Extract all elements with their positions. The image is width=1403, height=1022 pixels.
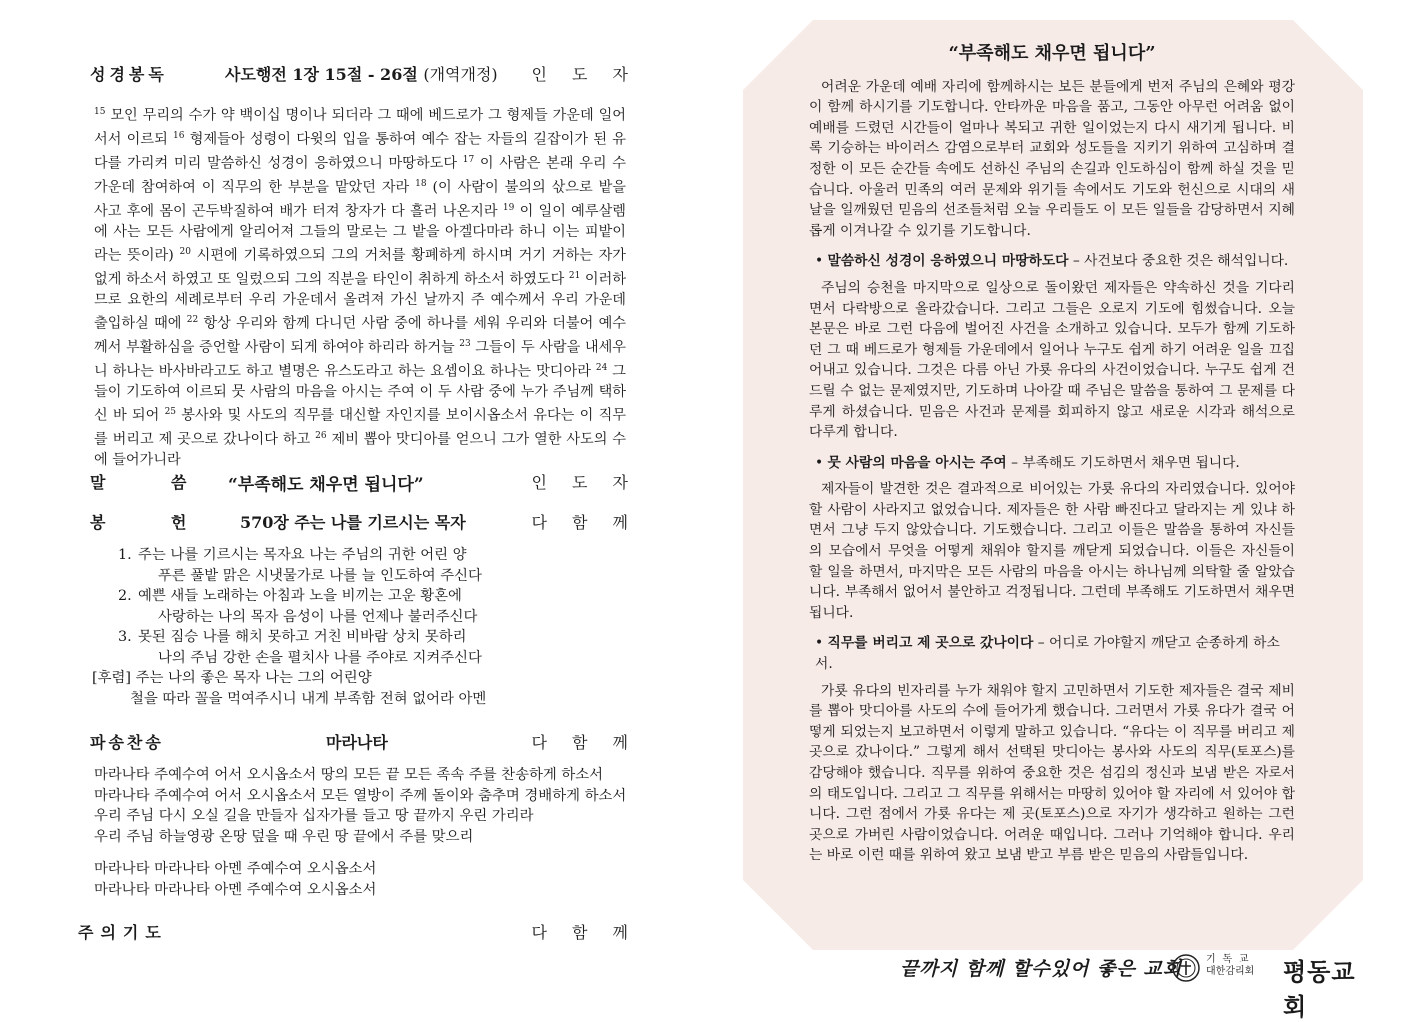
denomination: 기 독 교 대한감리회 [1206, 954, 1255, 977]
sermon-leader: 인 도 자 [531, 473, 638, 492]
verse-text: 그들이 기도하여 이르되 뭇 사람의 마음을 아시는 주여 이 두 사람 중에 누가 주님께 택하신 바 되어 [94, 363, 626, 424]
section-heading: • 말씀하신 성경이 응하였으니 마땅하도다 – 사건보다 중요한 것은 해석입니다. [815, 253, 1289, 270]
praise-leader: 다 함 께 [531, 733, 638, 752]
verse-number: 16 [173, 130, 185, 141]
reading-label: 성경봉독 [90, 65, 168, 84]
section-heading: • 직무를 버리고 제 곳으로 갔나이다 – 어디로 가야할지 깨닫고 순종하게 하소서. [815, 635, 1280, 673]
article [809, 44, 1295, 866]
prayer-row [74, 920, 638, 946]
verse-number: 25 [164, 406, 177, 417]
hymn-verse: 1. 주는 나를 기르시는 목자요 나는 주님의 귀한 어린 양 푸른 풀밭 맑은 시냇물가로 나를 늘 인도하여 주신다 [118, 547, 482, 584]
verse-text: 이 일이 예루살렘에 사는 모든 사람에게 알리어져 그들의 말로는 그 밭을 아겔다마라 하니 이는 피밭이라는 뜻이라) [94, 203, 626, 264]
hymn-refrain: [후렴] 주는 나의 좋은 목자 나는 그의 어린양 [92, 670, 372, 686]
hymn-verse: 3. 못된 짐승 나를 해치 못하고 거친 비바람 상치 못하리 나의 주님 강한 손을 펼치사 나를 주야로 지켜주신다 [118, 629, 482, 666]
verse-number: 26 [315, 430, 327, 441]
praise-lyrics: 마라나타 주예수여 어서 오시옵소서 땅의 모든 끝 모든 족속 주를 찬송하게 하소서 마라나타 주예수여 어서 오시옵소서 모든 열방이 주께 돌이와 춤추며 경배하게 하소서 우리 주님 다시 오실 길을 만들자 십자가를 들고 땅 끝까지 우린 가리라 우리 주님 하늘영광 온땅 덮을 때 우린 땅 끝에서 주를 맞으리 마라나타 마라나타 아멘 주예수여 오시옵소서 마라나타 마라나타 아멘 주예수여 오시옵소서 [94, 767, 627, 898]
sermon-row [78, 470, 638, 496]
sermon-title: “부족해도 채우면 됩니다” [228, 475, 424, 495]
scripture-text [94, 102, 626, 470]
verse-number: 24 [595, 362, 608, 373]
section-body: 제자들이 발견한 것은 결과적으로 비어있는 가룟 유다의 자리였습니다. 있어야 할 사람이 사라지고 없었습니다. 제자들은 한 사람 빠진다고 달라지는 게 있냐 하면서 그냥 두지 않았습니다. 기도했습니다. 그리고 이들은 말씀을 통하여 자신들의 모습에서 무엇을 어떻게 채워야 할지를 깨닫게 되었습니다. 이들은 자신들이 할 일을 하면서, 마지막은 모든 사람의 마음을 아시는 하나님께 의탁할 줄 알았습니다. 부족해서 없어서 불안하고 걱정됩니다. 그런데 부족해도 기도하면서 채우면 됩니다. [809, 481, 1295, 621]
verse-text: 형제들아 성령이 다윗의 입을 통하여 예수 잡는 자들의 길잡이가 된 유다를 가리켜 미리 말씀하신 성경이 응하였으니 마땅하도다 [94, 131, 627, 172]
offering-row [78, 510, 638, 536]
verse-text: 그들이 두 사람을 내세우니 하나는 바사바라고도 하고 별명은 유스도라고 하는 요셉이요 하나는 맛디아라 [94, 339, 626, 380]
reading-reference: 사도행전 1장 15절 - 26절 [225, 65, 418, 84]
verse-number: 18 [415, 178, 427, 189]
section-body: 주님의 승천을 마지막으로 일상으로 돌이왔던 제자들은 약속하신 것을 기다리면서 다락방으로 올라갔습니다. 그리고 그들은 오로지 기도에 힘썼습니다. 오늘 본문은 바로 그런 다음에 벌어진 사건을 소개하고 있습니다. 모두가 함께 기도하던 그 때 베드로가 형제들 가운데에서 일어나 누구도 쉽게 하기 어려운 일을 끄집어내고 있습니다. 그것은 다름 아닌 가룟 유다의 사건이었습니다. 누구도 쉽게 건드릴 수 없는 문제였지만, 기도하며 나아갈 때 주님은 말씀을 통하여 그 문제를 다루게 하셨습니다. 믿음은 사건과 문제를 회피하지 않고 새로운 시각과 해석으로 다루게 합니다. [809, 279, 1296, 441]
pastoral-letter-panel [743, 20, 1363, 950]
hymn-verse: 2. 예쁜 새들 노래하는 아침과 노을 비끼는 고운 황혼에 사랑하는 나의 목자 음성이 나를 언제나 불러주신다 [118, 588, 478, 625]
section-heading: • 뭇 사람의 마음을 아시는 주여 – 부족해도 기도하면서 채우면 됩니다. [815, 454, 1240, 471]
verse-text: 이 사람은 본래 우리 수 가운데 참여하여 이 직무의 한 부분을 맡았던 자라 [94, 155, 627, 196]
verse-text: (이 사람이 불의의 삯으로 밭을 사고 후에 몸이 곤두박질하여 배가 터져 창자가 다 흘러 나온지라 [94, 179, 626, 220]
verse-text: 항상 우리와 함께 다니던 사람 중에 하나를 세워 우리와 더불어 예수께서 부활하심을 증언할 사람이 되게 하여야 하리라 하거늘 [94, 315, 626, 356]
reading-row [78, 62, 638, 88]
church-name: 평동교회 [1283, 959, 1356, 1021]
reading-leader: 인 도 자 [531, 65, 638, 84]
verse-number: 19 [502, 202, 515, 213]
praise-row [78, 730, 638, 756]
verse-number: 22 [186, 314, 199, 325]
section-body: 가룟 유다의 빈자리를 누가 채워야 할지 고민하면서 기도한 제자들은 결국 제비를 뽑아 맛디아를 사도의 수에 들어가게 했습니다. 그러면서 가룟 유다가 결국 어떻게 되었는지 보고하면서 이렇게 말하고 있습니다. “유다는 이 직무를 버리고 제 곳으로 갔나이다.” 그렇게 해서 선택된 맛디아는 봉사와 사도의 직무(토포스)를 감당해야 했습니다. 직무를 위하여 중요한 것은 섬김의 정신과 보냄 받은 자로서의 태도입니다. 그리고 그 직무를 위해서는 마땅히 있어야 할 자리에 서 있어야 합니다. 그런 점에서 가룟 유다는 제 곳(토포스)으로 자기가 생각하고 원하는 그런 곳으로 가버린 사람이었습니다. 어려운 때입니다. 그러나 기억해야 합니다. 우리는 바로 이런 때를 위하여 왔고 보냄 받고 부름 받은 믿음의 사람들입니다. [809, 682, 1296, 864]
verse-text: 모인 무리의 수가 약 백이십 명이나 되더라 그 때에 베드로가 그 형제들 가운데 일어서서 이르되 [94, 107, 627, 148]
praise-label: 파송찬송 [90, 733, 164, 752]
reading-version: (개역개정) [423, 65, 498, 84]
church-slogan: 끝까지 함께 할수있어 좋은 교회 [900, 958, 1183, 980]
offering-label: 봉 헌 [90, 513, 217, 532]
prayer-label: 주의기도 [78, 923, 168, 942]
verse-text: 시편에 기록하였으되 그의 거처를 황폐하게 하시며 거기 거하는 자가 없게 하소서 하였고 또 일렀으되 그의 직분을 타인이 취하게 하소서 하였도다 [94, 247, 626, 288]
prayer-leader: 다 함 께 [531, 923, 638, 942]
hymn-lyrics: 1. 주는 나를 기르시는 목자요 나는 주님의 귀한 어린 양 푸른 풀밭 맑은 시냇물가로 나를 늘 인도하여 주신다 2. 예쁜 새들 노래하는 아침과 노을 비끼는 고운 황혼에 사랑하는 나의 목자 음성이 나를 언제나 불러주신다 3. 못된 짐승 나를 해치 못하고 거친 비바람 상치 못하리 나의 주님 강한 손을 펼치사 나를 주야로 지켜주신다 [후렴] 주는 나의 좋은 목자 나는 그의 어린양 철을 따라 꼴을 먹여주시니 내게 부족함 전혀 없어라 아멘 [118, 545, 638, 709]
footer [900, 950, 1370, 1021]
verse-text: 이러하므로 요한의 세례로부터 우리 가운데서 올려져 가신 날까지 주 예수께서 우리 가운데 출입하실 때에 [94, 271, 626, 332]
verse-number: 23 [459, 338, 471, 349]
verse-number: 21 [568, 270, 581, 281]
article-title: “부족해도 채우면 됩니다” [948, 43, 1156, 64]
verse-number: 15 [94, 107, 106, 117]
article-intro: 어려운 가운데 예배 자리에 함께하시는 보든 분들에게 번저 주님의 은혜와 평강이 함께 하시기를 기도합니다. 안타까운 마음을 품고, 그동안 아무런 어려움 없이 예배를 드렸던 시간들이 얼마나 복되고 귀한 일이었는지 다시 새기게 됩니다. 비록 기승하는 바이러스 감염으로부터 교회와 성도들을 지키기 위하여 고심하며 결정한 이 모든 순간들 속에도 선하신 주님의 손길과 인도하심이 함께 하실 것을 믿습니다. 아울러 민족의 여러 문제와 위기들 속에서도 기도와 헌신으로 시대의 새날을 일깨웠던 믿음의 선조들처럼 오늘 우리들도 이 모든 일들을 감당하면서 지혜롭게 이겨나갈 수 있기를 기도합니다. [809, 78, 1295, 239]
sermon-label: 말 씀 [90, 473, 217, 492]
praise-title: 마라나타 [326, 733, 388, 752]
verse-text: 제비 뽑아 맛디아를 얻으니 그가 열한 사도의 수에 들어가니라 [94, 431, 627, 468]
verse-number: 20 [179, 246, 191, 257]
verse-text: 봉사와 및 사도의 직무를 대신할 자인지를 보이시옵소서 유다는 이 직무를 버리고 제 곳으로 갔나이다 하고 [94, 407, 626, 448]
offering-leader: 다 함 께 [531, 513, 638, 532]
church-emblem-icon [1172, 954, 1200, 982]
offering-title: 570장 주는 나를 기르시는 목자 [240, 513, 466, 532]
verse-number: 17 [462, 154, 475, 165]
